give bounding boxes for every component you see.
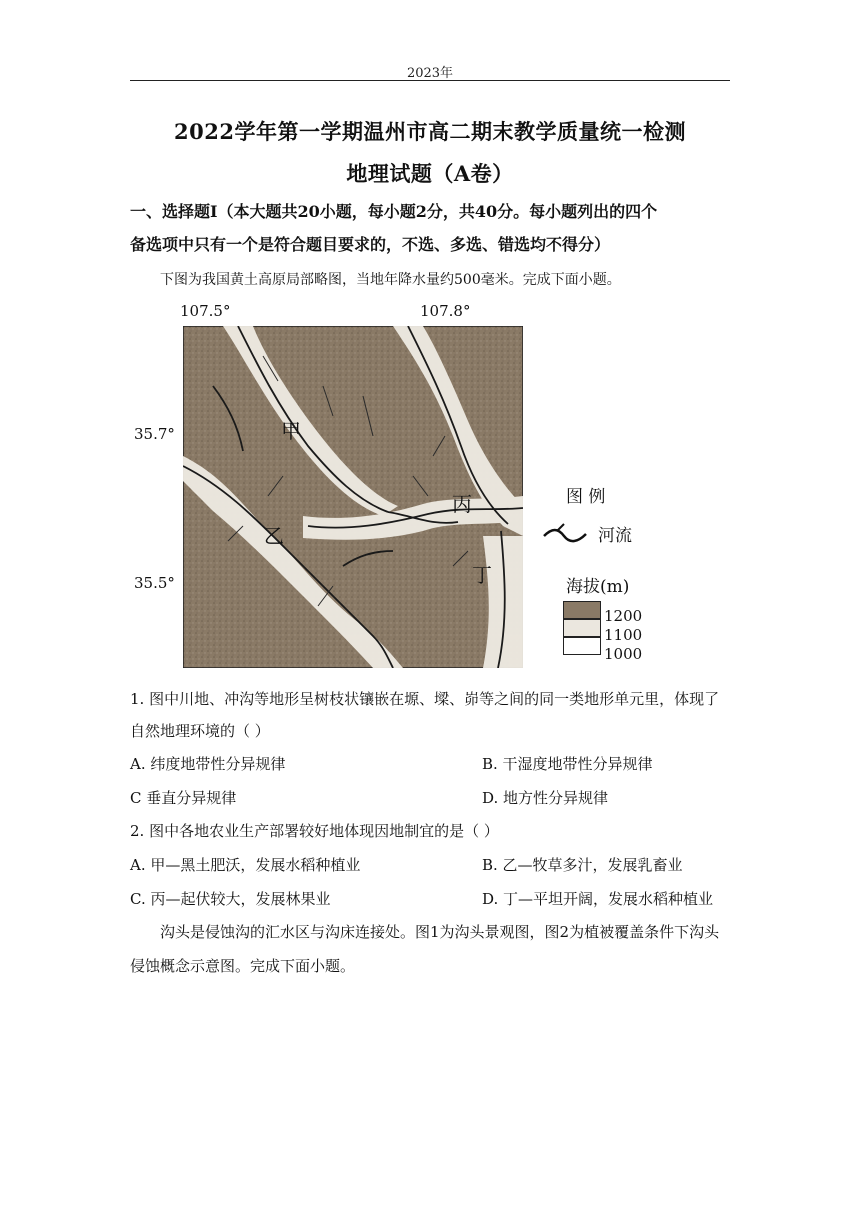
q2-option-a: A. 甲—黑土肥沃，发展水稻种植业 — [130, 856, 361, 874]
lat-label-bottom: 35.5° — [134, 574, 175, 592]
section-heading-line1: 一、选择题Ⅰ（本大题共20小题，每小题2分，共40分。每小题列出的四个 — [130, 202, 658, 221]
legend-swatch-high — [563, 601, 601, 619]
q2-option-d: D. 丁—平坦开阔，发展水稻种植业 — [482, 890, 714, 908]
place-label-yi: 乙 — [264, 524, 284, 548]
q1-option-b: B. 干湿度地带性分异规律 — [482, 755, 653, 773]
intro-text-1: 下图为我国黄土高原局部略图，当地年降水量约500毫米。完成下面小题。 — [160, 272, 621, 288]
place-label-bing: 丙 — [452, 492, 472, 516]
legend-elevation-title: 海拔(m) — [566, 577, 630, 597]
header-rule — [130, 80, 730, 81]
q1-stem-line2: 自然地理环境的（ ） — [130, 722, 270, 740]
place-label-ding: 丁 — [472, 563, 492, 587]
header-year: 2023年 — [406, 66, 454, 81]
lon-label-right: 107.8° — [420, 302, 471, 320]
legend-level-1200: 1200 — [604, 607, 643, 625]
place-label-jia: 甲 — [281, 419, 301, 443]
legend-level-1100: 1100 — [604, 626, 643, 644]
loess-plateau-map — [183, 326, 523, 668]
intro-text-2-line2: 侵蚀概念示意图。完成下面小题。 — [130, 957, 356, 975]
q2-option-b: B. 乙—牧草多汁，发展乳畜业 — [482, 856, 683, 874]
q1-option-c: C 垂直分异规律 — [130, 789, 237, 807]
section-heading-line2: 备选项中只有一个是符合题目要求的，不选、多选、错选均不得分） — [130, 235, 611, 254]
q1-stem-line1: 1. 图中川地、冲沟等地形呈树枝状镶嵌在塬、墚、峁等之间的同一类地形单元里，体现了 — [130, 690, 720, 708]
q2-option-c: C. 丙—起伏较大，发展林果业 — [130, 890, 331, 908]
exam-subtitle: 地理试题（A卷） — [346, 161, 514, 186]
q2-stem: 2. 图中各地农业生产部署较好地体现因地制宜的是（ ） — [130, 822, 499, 840]
q1-option-a: A. 纬度地带性分异规律 — [130, 755, 286, 773]
legend-swatch-low — [563, 637, 601, 655]
exam-title: 2022学年第一学期温州市高二期末教学质量统一检测 — [174, 119, 686, 144]
river-legend-icon — [542, 522, 588, 546]
legend-title: 图 例 — [566, 487, 606, 507]
lon-label-left: 107.5° — [180, 302, 231, 320]
legend-level-1000: 1000 — [604, 645, 643, 663]
intro-text-2-line1: 沟头是侵蚀沟的汇水区与沟床连接处。图1为沟头景观图，图2为植被覆盖条件下沟头 — [160, 923, 720, 941]
q1-option-d: D. 地方性分异规律 — [482, 789, 609, 807]
lat-label-top: 35.7° — [134, 425, 175, 443]
legend-river-label: 河流 — [598, 526, 632, 546]
legend-swatch-mid — [563, 619, 601, 637]
